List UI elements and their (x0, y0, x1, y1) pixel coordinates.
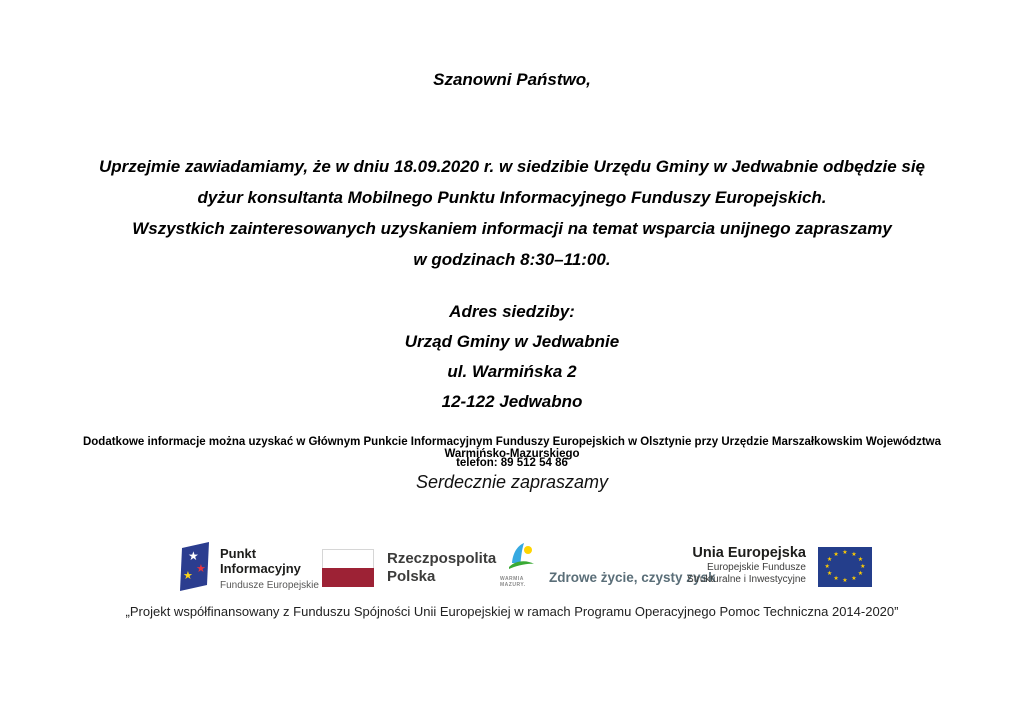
eu-subtitle-line: Strukturalne i Inwestycyjne (687, 574, 806, 585)
fe-title-line: Informacyjny (220, 561, 301, 576)
star-icon: ★ (842, 578, 848, 585)
salutation: Szanowni Państwo, (433, 70, 591, 89)
warmia-mazury-wordmark: WARMIA MAZURY. (500, 576, 526, 588)
eu-text (678, 545, 806, 587)
additional-info-note: Dodatkowe informacje można uzyskać w Głównym Punkcie Informacyjnym Funduszy Europejskich w Olsztynie przy Urzędzie Marszałkowskim Województwa Warmińsko-Mazurskiego (82, 436, 942, 460)
logo-unia-europejska (678, 545, 872, 587)
poland-text (387, 549, 496, 587)
logo-rzeczpospolita-polska (322, 549, 496, 587)
paragraph-line: w godzinach 8:30–11:00. (413, 250, 611, 269)
star-icon: ★ (860, 564, 866, 570)
star-icon: ★ (833, 551, 839, 558)
star-icon: ★ (857, 556, 864, 563)
closing-line: Serdecznie zapraszamy (415, 472, 609, 492)
star-icon: ★ (183, 570, 193, 582)
pl-title-line: Polska (387, 568, 436, 585)
star-icon: ★ (833, 576, 839, 583)
address-heading: Adres siedziby: (449, 302, 575, 321)
fundusze-europejskie-flag-icon (180, 542, 211, 592)
address-block (0, 297, 1024, 417)
warmia-mazury-slogan: Zdrowe życie, czysty zysk (549, 570, 716, 585)
star-icon: ★ (196, 563, 206, 575)
poland-flag-icon (322, 549, 374, 587)
logo-punkt-informacyjny (180, 542, 319, 592)
address-line: 12-122 Jedwabno (441, 392, 583, 411)
fe-title-line: Punkt (220, 546, 257, 561)
star-icon: ★ (842, 549, 848, 556)
logo-warmia-mazury (498, 541, 544, 588)
phone-line: telefon: 89 512 54 86 (456, 457, 568, 469)
paragraph-line: Wszystkich zainteresowanych uzyskaniem informacji na temat wsparcia unijnego zapraszamy (132, 219, 892, 238)
cofinancing-footer-note: „Projekt współfinansowany z Funduszu Spójności Unii Europejskiej w ramach Programu Operacyjnego Pomoc Techniczna 2014-2020” (125, 604, 899, 619)
star-icon: ★ (188, 549, 199, 563)
fe-subtitle: Fundusze Europejskie (220, 580, 319, 591)
eu-title: Unia Europejska (692, 545, 806, 561)
star-icon: ★ (851, 551, 857, 558)
address-line: ul. Warmińska 2 (447, 362, 577, 381)
eu-flag-icon (818, 547, 872, 587)
announcement-paragraph (0, 151, 1024, 275)
paragraph-line: dyżur konsultanta Mobilnego Punktu Informacyjnego Funduszy Europejskich. (197, 188, 827, 207)
star-icon: ★ (857, 571, 864, 578)
punkt-informacyjny-text (220, 542, 319, 592)
paragraph-line: Uprzejmie zawiadamiamy, że w dniu 18.09.2020 r. w siedzibie Urzędu Gminy w Jedwabnie odbędzie się (98, 157, 926, 176)
warmia-mazury-mark-icon (502, 541, 540, 571)
logo-strip (0, 540, 1024, 600)
pl-title-line: Rzeczpospolita (387, 550, 497, 567)
star-icon: ★ (826, 556, 833, 563)
address-line: Urząd Gminy w Jedwabnie (404, 332, 620, 351)
star-icon: ★ (826, 571, 833, 578)
star-icon: ★ (851, 576, 857, 583)
star-icon: ★ (824, 564, 830, 570)
eu-subtitle-line: Europejskie Fundusze (707, 562, 806, 573)
